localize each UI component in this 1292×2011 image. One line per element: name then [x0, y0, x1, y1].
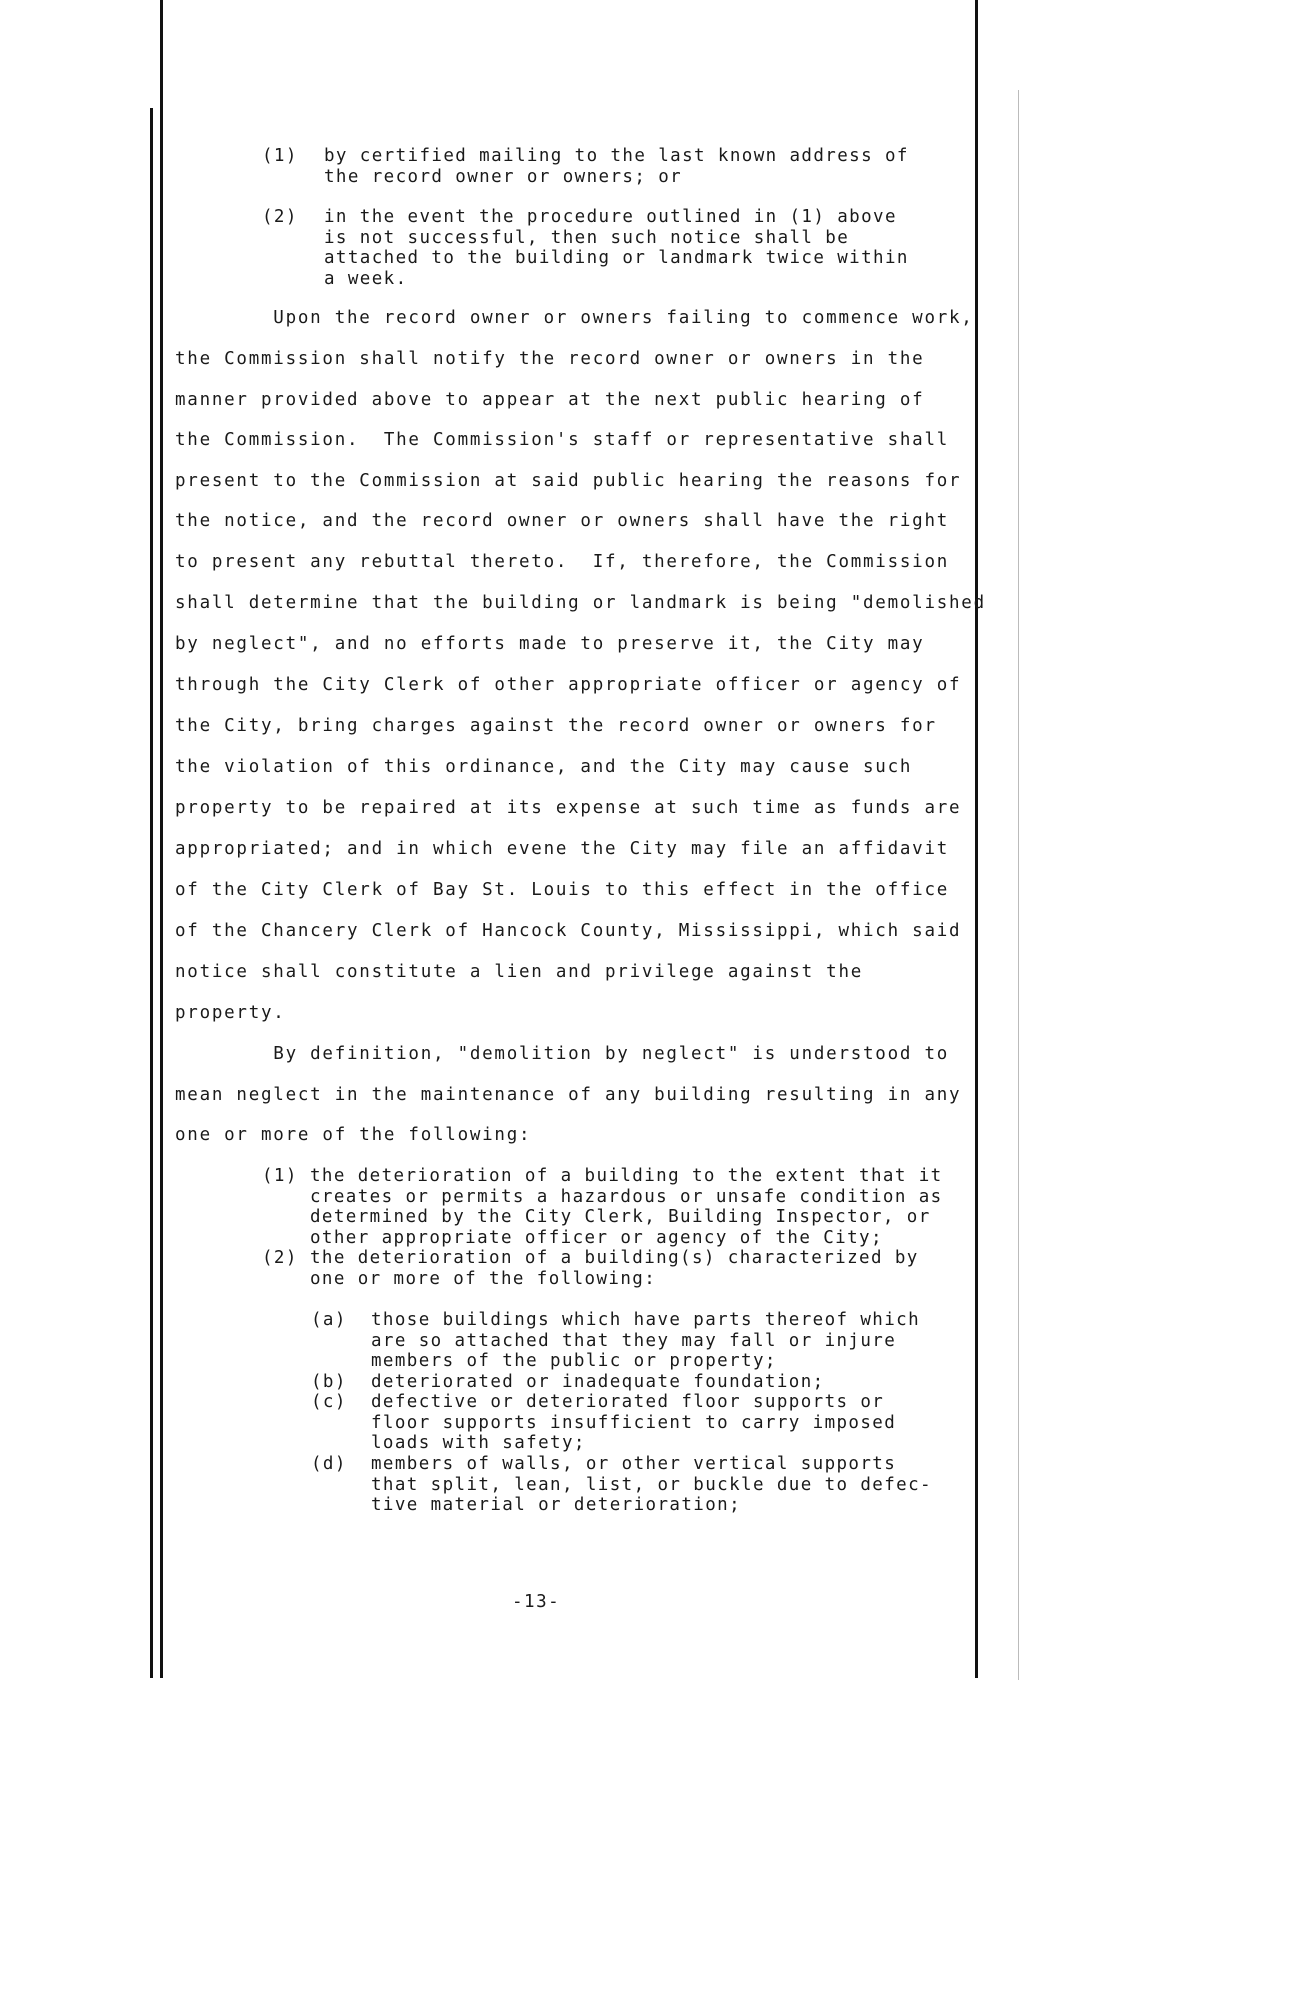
- paragraph-line: By definition, "demolition by neglect" is understood to: [175, 1044, 950, 1064]
- list-line: defective or deteriorated floor supports or: [371, 1392, 885, 1412]
- list-line: attached to the building or landmark twice within: [324, 248, 909, 268]
- paragraph-line: of the Chancery Clerk of Hancock County, Mississippi, which said: [175, 921, 962, 941]
- list-line: members of the public or property;: [371, 1351, 777, 1371]
- list-line: in the event the procedure outlined in (1) above: [324, 207, 897, 227]
- list-line: the deterioration of a building to the extent that it: [310, 1166, 943, 1186]
- list-number: (2): [262, 207, 298, 227]
- list-number: (d): [311, 1454, 347, 1474]
- list-number: (1): [262, 146, 298, 166]
- paragraph-line: Upon the record owner or owners failing to commence work,: [175, 308, 974, 328]
- list-line: members of walls, or other vertical supports: [371, 1454, 897, 1474]
- list-line: the record owner or owners; or: [324, 166, 683, 187]
- paragraph-line: by neglect", and no efforts made to preserve it, the City may: [175, 634, 925, 654]
- definition-item-2: [262, 1248, 982, 1290]
- left-margin-rule-inner: [160, 0, 163, 1678]
- paragraph-line: appropriated; and in which evene the City may file an affidavit: [175, 839, 950, 859]
- list-number: (1): [262, 1166, 298, 1186]
- list-line: that split, lean, list, or buckle due to defec-: [371, 1474, 932, 1495]
- list-number: (c): [311, 1392, 347, 1412]
- sub-item-d: [311, 1454, 971, 1516]
- list-line: deteriorated or inadequate foundation;: [371, 1372, 825, 1392]
- list-line: is not successful, then such notice shall be: [324, 227, 850, 248]
- list-line: those buildings which have parts thereof which: [371, 1310, 921, 1330]
- faint-scan-line: [1018, 90, 1019, 1680]
- list-line: floor supports insufficient to carry imposed: [371, 1412, 897, 1433]
- sub-item-c: [311, 1392, 971, 1454]
- paragraph-line: the Commission shall notify the record owner or owners in the: [175, 349, 925, 369]
- paragraph-line: present to the Commission at said public hearing the reasons for: [175, 471, 962, 491]
- paragraph-line: manner provided above to appear at the next public hearing of: [175, 390, 925, 410]
- list-line: by certified mailing to the last known address of: [324, 146, 909, 166]
- top-list-item-2: [262, 207, 962, 289]
- page-number: -13-: [512, 1592, 561, 1612]
- paragraph-line: one or more of the following:: [175, 1125, 532, 1145]
- list-line: determined by the City Clerk, Building Inspector, or: [310, 1207, 931, 1227]
- paragraph-line: shall determine that the building or landmark is being "demolished: [175, 593, 986, 613]
- list-number: (2): [262, 1248, 298, 1268]
- list-line: one or more of the following:: [310, 1268, 657, 1289]
- paragraph-line: to present any rebuttal thereto. If, therefore, the Commission: [175, 552, 950, 572]
- paragraph-line: the City, bring charges against the record owner or owners for: [175, 716, 937, 736]
- paragraph-line: of the City Clerk of Bay St. Louis to this effect in the office: [175, 880, 950, 900]
- list-line: loads with safety;: [371, 1433, 586, 1453]
- list-line: tive material or deterioration;: [371, 1495, 742, 1515]
- list-number: (b): [311, 1372, 347, 1392]
- paragraph-line: through the City Clerk of other appropriate officer or agency of: [175, 675, 962, 695]
- sub-item-b: [311, 1372, 971, 1393]
- left-margin-rule-outer: [150, 108, 153, 1678]
- paragraph-line: the Commission. The Commission's staff or representative shall: [175, 430, 950, 450]
- list-line: creates or permits a hazardous or unsafe condition as: [310, 1186, 943, 1207]
- sub-item-a: [311, 1310, 971, 1372]
- list-line: the deterioration of a building(s) characterized by: [310, 1248, 919, 1268]
- list-line: a week.: [324, 268, 408, 289]
- paragraph-line: the notice, and the record owner or owners shall have the right: [175, 511, 950, 531]
- top-list-item-1: [262, 146, 962, 186]
- definition-item-1: [262, 1166, 982, 1250]
- right-margin-rule: [975, 0, 978, 1678]
- paragraph-line: property.: [175, 1003, 286, 1023]
- paragraph-line: the violation of this ordinance, and the City may cause such: [175, 757, 913, 777]
- paragraph-line: notice shall constitute a lien and privilege against the: [175, 962, 864, 982]
- list-number: (a): [311, 1310, 347, 1330]
- paragraph-line: property to be repaired at its expense at such time as funds are: [175, 798, 962, 818]
- list-line: other appropriate officer or agency of the City;: [310, 1227, 883, 1248]
- list-line: are so attached that they may fall or injure: [371, 1330, 897, 1351]
- paragraph-line: mean neglect in the maintenance of any building resulting in any: [175, 1085, 962, 1105]
